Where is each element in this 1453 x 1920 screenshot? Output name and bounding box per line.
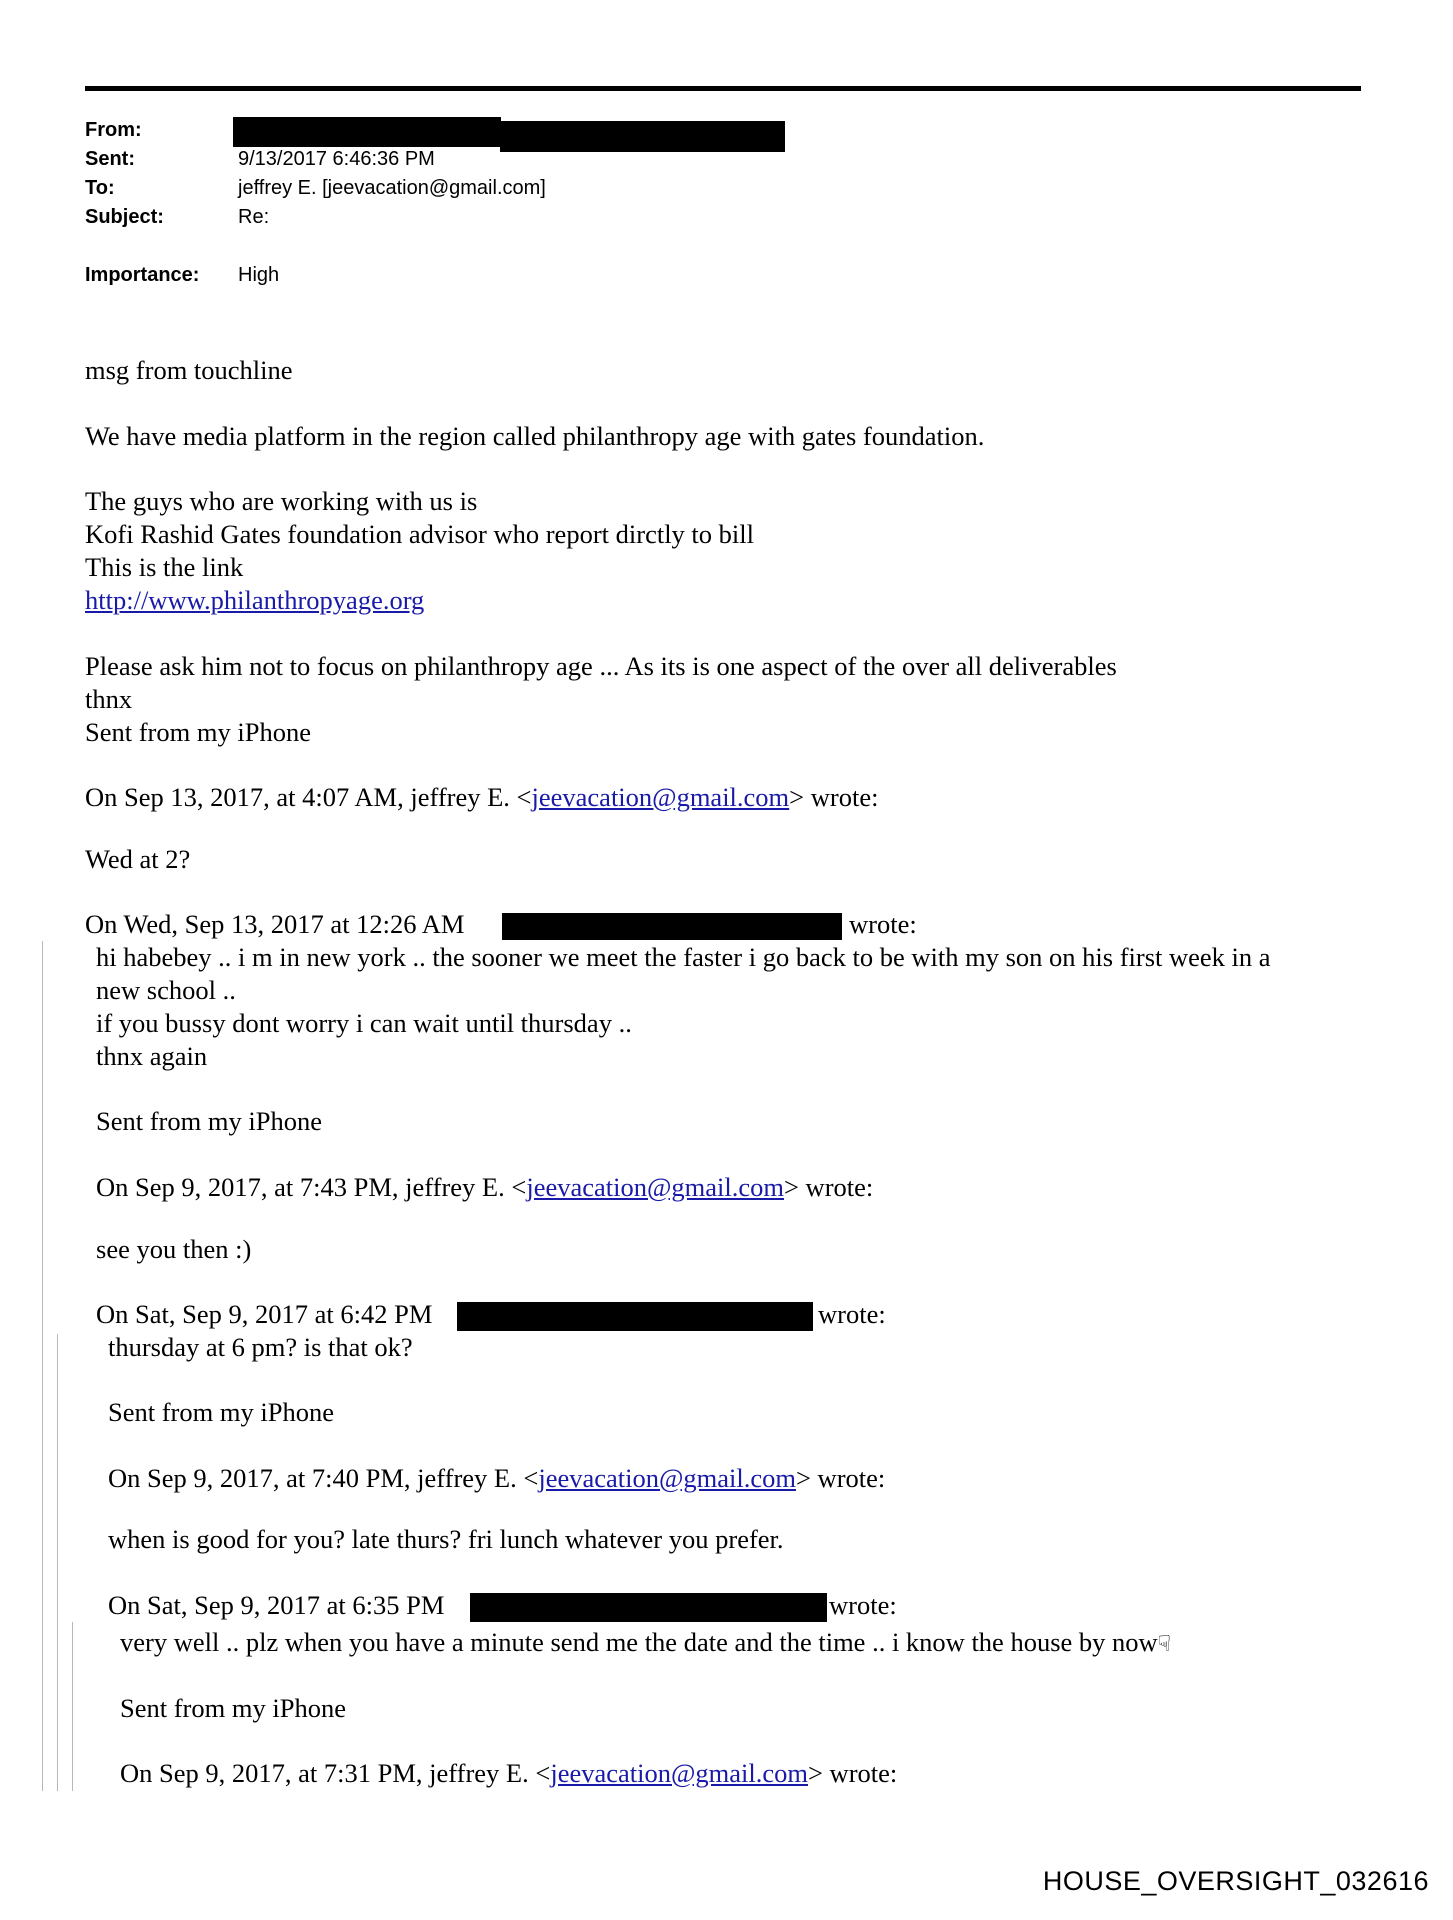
quote-attribution-wrote: wrote: <box>849 909 917 939</box>
quote-attribution: On Wed, Sep 13, 2017 at 12:26 AM <box>85 909 465 939</box>
signature: Sent from my iPhone <box>120 1693 346 1723</box>
quote-attribution-wrote: wrote: <box>818 1299 886 1329</box>
subject-label: Subject: <box>85 206 164 228</box>
quote-attribution: On Sep 9, 2017, at 7:40 PM, jeffrey E. <jeevacation@gmail.com> wrote: <box>108 1463 886 1493</box>
to-value: jeffrey E. [jeevacation@gmail.com] <box>238 177 546 199</box>
message-line: Kofi Rashid Gates foundation advisor who report dirctly to bill <box>85 519 755 549</box>
quote-line: see you then :) <box>96 1234 252 1264</box>
quote-attribution-wrote: wrote: <box>829 1590 897 1620</box>
quote-line: new school .. <box>96 975 236 1005</box>
email-link[interactable]: jeevacation@gmail.com <box>526 1172 784 1202</box>
redaction-from-1 <box>233 117 501 147</box>
importance-value: High <box>238 264 280 286</box>
philanthropy-link[interactable]: http://www.philanthropyage.org <box>85 585 425 615</box>
quote-line: hi habebey .. i m in new york .. the sooner we meet the faster i go back to be with my son on his first week in a <box>96 942 1271 972</box>
email-link[interactable]: jeevacation@gmail.com <box>531 782 790 812</box>
signature: Sent from my iPhone <box>85 717 311 747</box>
message-line: This is the link <box>85 552 244 582</box>
quote-line: when is good for you? late thurs? fri lunch whatever you prefer. <box>108 1524 784 1554</box>
quote-line: Wed at 2? <box>85 844 191 874</box>
quote-attribution: On Sat, Sep 9, 2017 at 6:35 PM <box>108 1590 445 1620</box>
quote-attribution: On Sat, Sep 9, 2017 at 6:42 PM <box>96 1299 433 1329</box>
importance-label: Importance: <box>85 264 200 286</box>
redaction-sender <box>457 1302 813 1331</box>
top-rule <box>85 86 1361 91</box>
message-line: Please ask him not to focus on philanthropy age ... As its is one aspect of the over all deliverables <box>85 651 1117 681</box>
quote-bar <box>57 1334 58 1791</box>
quote-line: thursday at 6 pm? is that ok? <box>108 1332 413 1362</box>
quote-line: if you bussy dont worry i can wait until thursday .. <box>96 1008 632 1038</box>
message-line: The guys who are working with us is <box>85 486 478 516</box>
quote-bar <box>72 1622 73 1791</box>
to-label: To: <box>85 177 115 199</box>
subject-value: Re: <box>238 206 270 228</box>
sent-label: Sent: <box>85 148 135 170</box>
email-link[interactable]: jeevacation@gmail.com <box>538 1463 796 1493</box>
quote-attribution: On Sep 9, 2017, at 7:43 PM, jeffrey E. <jeevacation@gmail.com> wrote: <box>96 1172 874 1202</box>
redaction-from-2 <box>500 121 785 152</box>
message-line: thnx <box>85 684 133 714</box>
bates-number: HOUSE_OVERSIGHT_032616 <box>1042 1866 1429 1896</box>
sent-value: 9/13/2017 6:46:36 PM <box>238 148 435 170</box>
message-line: We have media platform in the region called philanthropy age with gates foundation. <box>85 421 985 451</box>
pointing-hand-icon: ☟ <box>1157 1632 1172 1657</box>
quote-line: very well .. plz when you have a minute send me the date and the time .. i know the house by now☟ <box>120 1627 1172 1657</box>
from-label: From: <box>85 119 142 141</box>
quote-line: thnx again <box>96 1041 208 1071</box>
redaction-sender <box>470 1593 827 1622</box>
quote-bar <box>42 941 43 1791</box>
signature: Sent from my iPhone <box>108 1397 334 1427</box>
quote-attribution: On Sep 13, 2017, at 4:07 AM, jeffrey E. <jeevacation@gmail.com> wrote: <box>85 782 879 812</box>
message-line: msg from touchline <box>85 355 293 385</box>
email-link[interactable]: jeevacation@gmail.com <box>550 1758 808 1788</box>
redaction-sender <box>502 913 842 940</box>
quote-attribution: On Sep 9, 2017, at 7:31 PM, jeffrey E. <jeevacation@gmail.com> wrote: <box>120 1758 898 1788</box>
signature: Sent from my iPhone <box>96 1106 322 1136</box>
